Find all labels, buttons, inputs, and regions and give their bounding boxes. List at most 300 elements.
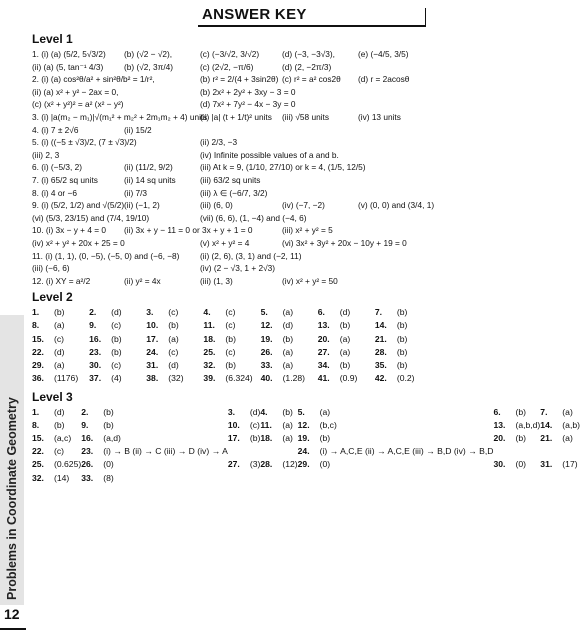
question-number: 11. — [203, 320, 215, 331]
question-number: 33. — [81, 472, 94, 483]
question-number: 9. — [81, 419, 89, 430]
answer-cell — [32, 319, 89, 332]
answer-cell: 12. (i) XY = a²/2 — [32, 275, 91, 286]
question-number: 29. — [297, 459, 310, 470]
question-number: 12. — [297, 419, 310, 430]
answer-cell — [203, 306, 260, 319]
answer-value: (i) → B (ii) → C (iii) → D (iv) → A — [103, 446, 228, 457]
answer-value: (0) — [515, 459, 526, 470]
answer-cell — [298, 432, 494, 445]
question-number: 25. — [32, 459, 44, 470]
answer-cell — [260, 458, 297, 471]
answer-cell — [261, 372, 318, 385]
answer-value: (a) — [282, 346, 294, 357]
answer-value: (a) — [562, 432, 573, 443]
answer-cell — [318, 333, 375, 346]
answer-cell — [32, 419, 81, 432]
question-number: 2. — [81, 406, 89, 417]
answer-value: (17) — [562, 459, 578, 470]
question-number: 11. — [260, 419, 272, 430]
answer-cell: (iv) (−7, −2) — [282, 200, 325, 211]
answer-cell: (vi) (5/3, 23/15) and (7/4, 19/10) — [32, 212, 150, 223]
answer-cell — [32, 445, 81, 458]
answer-cell — [228, 472, 261, 485]
answer-value: (c) — [168, 346, 179, 357]
answer-cell — [32, 359, 89, 372]
answer-cell — [32, 333, 89, 346]
answer-cell — [81, 458, 228, 471]
answer-value: (b) — [515, 406, 526, 417]
answer-value: (a) — [339, 333, 351, 344]
answer-cell — [228, 432, 261, 445]
answer-cell — [318, 372, 375, 385]
answer-value: (a) — [54, 360, 65, 371]
answer-value: (c) — [111, 320, 122, 331]
answer-cell: (b) (√2, 3π/4) — [124, 61, 174, 72]
answer-cell — [32, 346, 89, 359]
answer-cell — [375, 359, 432, 372]
answer-cell — [282, 98, 358, 111]
answer-cell: (c) (2√2, −π/6) — [200, 61, 254, 72]
question-number: 34. — [317, 360, 330, 371]
question-number: 3. — [146, 307, 154, 318]
question-number: 23. — [89, 346, 102, 357]
answer-cell: (iii) √58 units — [282, 111, 329, 122]
answer-value: (8) — [103, 472, 114, 483]
level2-answers — [32, 306, 432, 385]
question-number: 8. — [32, 419, 40, 430]
answer-value: (b) — [111, 333, 122, 344]
answer-value: (a) — [54, 320, 65, 331]
answer-cell — [282, 124, 358, 137]
question-number: 19. — [297, 432, 310, 443]
answer-value: (i) → A,C,E (ii) → A,C,E (iii) → B,D (iv) → B,D — [319, 446, 494, 457]
answer-line — [32, 250, 432, 263]
answer-cell — [146, 319, 203, 332]
answer-value: (0.625) — [54, 459, 82, 470]
answer-cell — [358, 161, 432, 174]
question-number: 13. — [317, 320, 330, 331]
answer-cell — [540, 445, 580, 458]
answer-cell — [146, 359, 203, 372]
answer-cell: 3. (i) |a(m₂ − m₁)|√(m₁² + m₂² + 2m₁m₂ + 4) units — [32, 111, 208, 122]
answer-cell — [124, 136, 200, 149]
answer-cell: (d) r = 2acosθ — [358, 74, 410, 85]
answer-cell — [261, 359, 318, 372]
answer-cell: (c) r² = a² cos2θ — [282, 74, 341, 85]
answer-value: (b) — [319, 432, 331, 443]
answer-cell — [358, 212, 432, 225]
answer-cell: (iv) 13 units — [358, 111, 401, 122]
answer-cell: 1. (i) (a) (5/2, 5√3/2) — [32, 49, 106, 59]
answer-value: (a,d) — [103, 432, 121, 443]
answer-cell — [282, 136, 358, 149]
header-tick — [425, 8, 427, 26]
page-number: 12 — [4, 606, 20, 622]
answer-cell — [89, 372, 146, 385]
question-number: 21. — [374, 333, 387, 344]
answer-cell — [228, 445, 261, 458]
level3-heading: Level 3 — [32, 389, 73, 404]
answer-value: (b) — [225, 333, 236, 344]
answer-value: (0) — [319, 459, 331, 470]
answer-value: (b) — [54, 419, 65, 430]
answer-cell — [200, 124, 282, 137]
answer-cell — [298, 472, 494, 485]
answer-cell — [228, 458, 261, 471]
answer-cell: (ii) 2/3, −3 — [200, 137, 238, 148]
answer-cell: (e) (−4/5, 3/5) — [358, 49, 409, 59]
answer-cell: 10. (i) 3x − y + 4 = 0 — [32, 225, 107, 236]
answer-cell: (b) 2x² + 2y² + 3xy − 3 = 0 — [200, 86, 296, 97]
answer-cell — [32, 406, 81, 419]
answer-line — [32, 174, 432, 187]
question-number: 16. — [89, 333, 102, 344]
answer-cell — [124, 262, 200, 275]
answer-cell: (v) x² + y² = 4 — [200, 237, 250, 248]
answer-cell — [318, 346, 375, 359]
level1-answers — [32, 48, 435, 287]
answer-cell — [318, 359, 375, 372]
answer-line — [32, 212, 432, 225]
level3-answers — [32, 406, 580, 485]
answer-value: (d) — [54, 346, 65, 357]
question-number: 2. — [89, 307, 97, 318]
answer-value: (a,b,d) — [515, 419, 541, 430]
answer-value: (c) — [168, 307, 179, 318]
answer-cell — [282, 262, 358, 275]
answer-cell — [493, 445, 540, 458]
answer-cell — [260, 432, 297, 445]
answer-cell — [540, 419, 580, 432]
answer-key-page — [32, 4, 580, 636]
answer-cell — [124, 149, 200, 162]
answer-cell — [358, 86, 432, 99]
question-number: 26. — [81, 459, 94, 470]
question-number: 15. — [32, 432, 44, 443]
answer-line — [32, 73, 432, 86]
answer-line — [32, 48, 432, 61]
answer-cell — [81, 472, 228, 485]
answer-cell: (iv) Infinite possible values of a and b. — [200, 149, 339, 160]
answer-cell: (iii) λ ∈ (−6/7, 3/2) — [200, 187, 268, 198]
answer-cell: (ii) 14 sq units — [124, 174, 176, 185]
answer-cell: (iii) 2, 3 — [32, 149, 60, 160]
answer-cell — [203, 372, 260, 385]
answer-cell: (iv) x² + y² + 20x + 25 = 0 — [32, 237, 125, 248]
answer-value: (a,c) — [54, 432, 72, 443]
question-number: 4. — [260, 406, 268, 417]
question-number: 28. — [260, 459, 273, 470]
answer-cell: (iii) 63/2 sq units — [200, 174, 261, 185]
answer-cell: 9. (i) (5/2, 1/2) and √(5/2) — [32, 200, 125, 211]
answer-value: (b) — [396, 346, 408, 357]
answer-value: (14) — [54, 472, 70, 483]
answer-cell — [146, 346, 203, 359]
answer-line — [32, 124, 432, 137]
answer-line — [32, 187, 432, 200]
answer-value: (a,b) — [562, 419, 580, 430]
answer-value: (6.324) — [225, 373, 253, 384]
answer-value: (b) — [396, 333, 408, 344]
question-number: 23. — [81, 446, 94, 457]
page-rule — [0, 628, 26, 630]
question-number: 4. — [203, 307, 211, 318]
answer-value: (b) — [103, 419, 114, 430]
answer-cell — [146, 306, 203, 319]
answer-value: (c) — [111, 360, 122, 371]
answer-line — [32, 199, 435, 212]
question-number: 5. — [297, 406, 305, 417]
answer-value: (3) — [249, 459, 261, 470]
question-number: 20. — [493, 432, 506, 443]
question-number: 26. — [260, 346, 273, 357]
sidebar — [0, 0, 26, 640]
answer-cell: (d) 7x² + 7y² − 4x − 3y = 0 — [200, 99, 296, 110]
answer-cell — [282, 174, 358, 187]
answer-cell — [298, 419, 494, 432]
answer-value: (b) — [339, 320, 351, 331]
answer-cell: (b) r² = 2/(4 + 3sin2θ) — [200, 74, 279, 85]
question-number: 30. — [89, 360, 102, 371]
answer-value: (d) — [249, 406, 261, 417]
answer-line — [32, 237, 432, 250]
answer-value: (a) — [282, 432, 293, 443]
answer-cell — [358, 174, 432, 187]
answer-cell — [260, 419, 297, 432]
answer-line — [32, 161, 432, 174]
answer-cell: (d) (−3, −3√3), — [282, 49, 335, 59]
question-number: 24. — [146, 346, 159, 357]
answer-line — [32, 111, 432, 124]
answer-cell — [375, 319, 432, 332]
question-number: 32. — [203, 360, 216, 371]
answer-cell — [124, 250, 200, 263]
answer-cell — [260, 406, 297, 419]
answer-cell: 4. (i) 7 ± 2√6 — [32, 124, 79, 135]
answer-value: (b) — [396, 360, 408, 371]
answer-value: (b) — [339, 360, 351, 371]
level2-heading: Level 2 — [32, 290, 73, 305]
answer-cell — [318, 306, 375, 319]
answer-cell — [89, 359, 146, 372]
answer-value: (0.9) — [339, 373, 358, 384]
answer-cell — [124, 237, 200, 250]
question-number: 7. — [374, 307, 383, 318]
answer-cell: (ii) (11/2, 9/2) — [124, 162, 173, 173]
answer-value: (a) — [339, 346, 351, 357]
question-number: 9. — [89, 320, 97, 331]
answer-cell — [146, 333, 203, 346]
answer-value: (a) — [168, 333, 179, 344]
header-rule — [198, 25, 426, 27]
answer-cell — [261, 346, 318, 359]
page-title: ANSWER KEY — [202, 6, 307, 23]
question-number: 18. — [260, 432, 273, 443]
question-number: 27. — [317, 346, 330, 357]
answer-cell — [261, 319, 318, 332]
answer-cell — [493, 458, 540, 471]
question-number: 13. — [493, 419, 506, 430]
question-number: 17. — [146, 333, 159, 344]
answer-cell — [358, 237, 432, 250]
answer-cell: (vii) (6, 6), (1, −4) and (−4, 6) — [200, 212, 307, 223]
question-number: 10. — [146, 320, 159, 331]
answer-value: (b) — [54, 307, 65, 318]
answer-cell — [200, 224, 282, 237]
question-number: 25. — [203, 346, 216, 357]
answer-cell — [81, 419, 228, 432]
answer-line — [32, 136, 432, 149]
header — [32, 4, 432, 30]
question-number: 10. — [227, 419, 240, 430]
answer-value: (a) — [282, 419, 293, 430]
answer-line — [32, 275, 432, 288]
answer-value: (c) — [249, 419, 260, 430]
answer-value: (32) — [168, 373, 184, 384]
question-number: 20. — [317, 333, 330, 344]
question-number: 14. — [374, 320, 387, 331]
answer-cell — [260, 445, 297, 458]
answer-cell: (ii) 3x + y − 11 = 0 or 3x + y + 1 = 0 — [124, 225, 253, 236]
answer-value: (1.28) — [282, 373, 306, 384]
answer-cell — [375, 333, 432, 346]
answer-cell: (ii) (−1, 2) — [124, 200, 160, 211]
question-number: 14. — [540, 419, 553, 430]
answer-cell — [203, 319, 260, 332]
answer-value: (d) — [339, 307, 351, 318]
answer-cell: (ii) 15/2 — [124, 124, 152, 135]
answer-value: (a) — [282, 307, 294, 318]
answer-cell — [32, 306, 89, 319]
answer-cell — [282, 161, 358, 174]
question-number: 33. — [260, 360, 273, 371]
answer-value: (b) — [515, 432, 526, 443]
answer-cell: (b) (√2 − √2), — [124, 49, 173, 59]
question-number: 40. — [260, 373, 273, 384]
answer-value: (b) — [282, 406, 293, 417]
question-number: 30. — [493, 459, 506, 470]
answer-value: (0) — [103, 459, 114, 470]
answer-value: (d) — [54, 406, 65, 417]
answer-cell: (ii) (2, 6), (3, 1) and (−2, 11) — [200, 250, 302, 261]
answer-cell — [203, 333, 260, 346]
answer-cell — [228, 419, 261, 432]
answer-cell — [81, 406, 228, 419]
answer-cell: (iv) (2 − √3, 1 + 2√3) — [200, 263, 276, 274]
answer-line — [32, 61, 432, 74]
answer-value: (b) — [396, 307, 408, 318]
answer-line — [32, 98, 432, 111]
answer-line — [32, 149, 432, 162]
answer-value: (a) — [282, 360, 294, 371]
answer-cell: 5. (i) ((−5 ± √3)/2, (7 ± √3)/2) — [32, 137, 137, 148]
answer-cell: 7. (i) 65/2 sq units — [32, 174, 98, 185]
answer-cell: (iii) At k = 9, (1/10, 27/10) or k = 4, (1/5, 12/5) — [200, 162, 366, 173]
answer-cell — [540, 406, 580, 419]
answer-cell — [493, 419, 540, 432]
answer-cell — [282, 86, 358, 99]
answer-value: (b,c) — [319, 419, 337, 430]
question-number: 24. — [297, 446, 310, 457]
question-number: 31. — [540, 459, 553, 470]
answer-cell: (ii) y² = 4x — [124, 275, 161, 286]
answer-cell: (ii) |a| (t + 1/t)² units — [200, 111, 272, 122]
question-number: 21. — [540, 432, 553, 443]
answer-cell — [358, 262, 432, 275]
question-number: 6. — [493, 406, 501, 417]
answer-cell — [358, 275, 432, 288]
question-number: 16. — [81, 432, 94, 443]
question-number: 8. — [32, 320, 40, 331]
answer-cell: 11. (i) (1, 1), (0, −5), (−5, 0) and (−6, −8) — [32, 250, 180, 261]
answer-cell — [260, 472, 297, 485]
answer-cell — [358, 61, 432, 74]
question-number: 19. — [260, 333, 273, 344]
answer-value: (a) — [562, 406, 573, 417]
answer-cell — [32, 432, 81, 445]
answer-value: (b) — [249, 432, 261, 443]
answer-cell — [375, 346, 432, 359]
answer-value: (b) — [396, 320, 408, 331]
answer-cell — [298, 406, 494, 419]
question-number: 6. — [317, 307, 325, 318]
answer-cell: (iii) (1, 3) — [200, 275, 233, 286]
answer-cell — [358, 136, 432, 149]
answer-cell — [493, 472, 540, 485]
question-number: 42. — [374, 373, 387, 384]
answer-cell: (ii) 7/3 — [124, 187, 148, 198]
answer-cell — [32, 472, 81, 485]
question-number: 29. — [32, 360, 44, 371]
question-number: 12. — [260, 320, 273, 331]
answer-cell — [203, 346, 260, 359]
answer-cell — [124, 111, 200, 124]
answer-cell: (v) (0, 0) and (3/4, 1) — [358, 200, 435, 211]
answer-cell — [203, 359, 260, 372]
answer-cell — [358, 250, 432, 263]
answer-cell — [124, 86, 200, 99]
level1-heading: Level 1 — [32, 32, 73, 46]
answer-cell — [282, 250, 358, 263]
answer-cell — [81, 445, 228, 458]
answer-cell — [124, 212, 200, 225]
answer-cell — [146, 372, 203, 385]
answer-cell — [282, 149, 358, 162]
answer-cell — [124, 98, 200, 111]
answer-cell — [32, 458, 81, 471]
question-number: 3. — [227, 406, 236, 417]
question-number: 32. — [32, 472, 44, 483]
question-number: 18. — [203, 333, 216, 344]
answer-cell — [81, 432, 228, 445]
answer-value: (d) — [168, 360, 179, 371]
answer-cell: (ii) (a) (5, tan⁻¹ 4/3) — [32, 61, 104, 72]
answer-cell — [298, 458, 494, 471]
answer-cell — [540, 472, 580, 485]
question-number: 7. — [540, 406, 548, 417]
answer-cell: (d) (2, −2π/3) — [282, 61, 332, 72]
answer-cell — [358, 98, 432, 111]
question-number: 35. — [374, 360, 387, 371]
answer-value: (c) — [54, 446, 65, 457]
answer-cell: (c) (x² + y²)² = a² (x² − y²) — [32, 99, 124, 110]
answer-value: (b) — [103, 406, 114, 417]
answer-cell — [89, 333, 146, 346]
question-number: 17. — [227, 432, 240, 443]
answer-cell — [358, 187, 432, 200]
answer-cell: 8. (i) 4 or −6 — [32, 187, 77, 198]
